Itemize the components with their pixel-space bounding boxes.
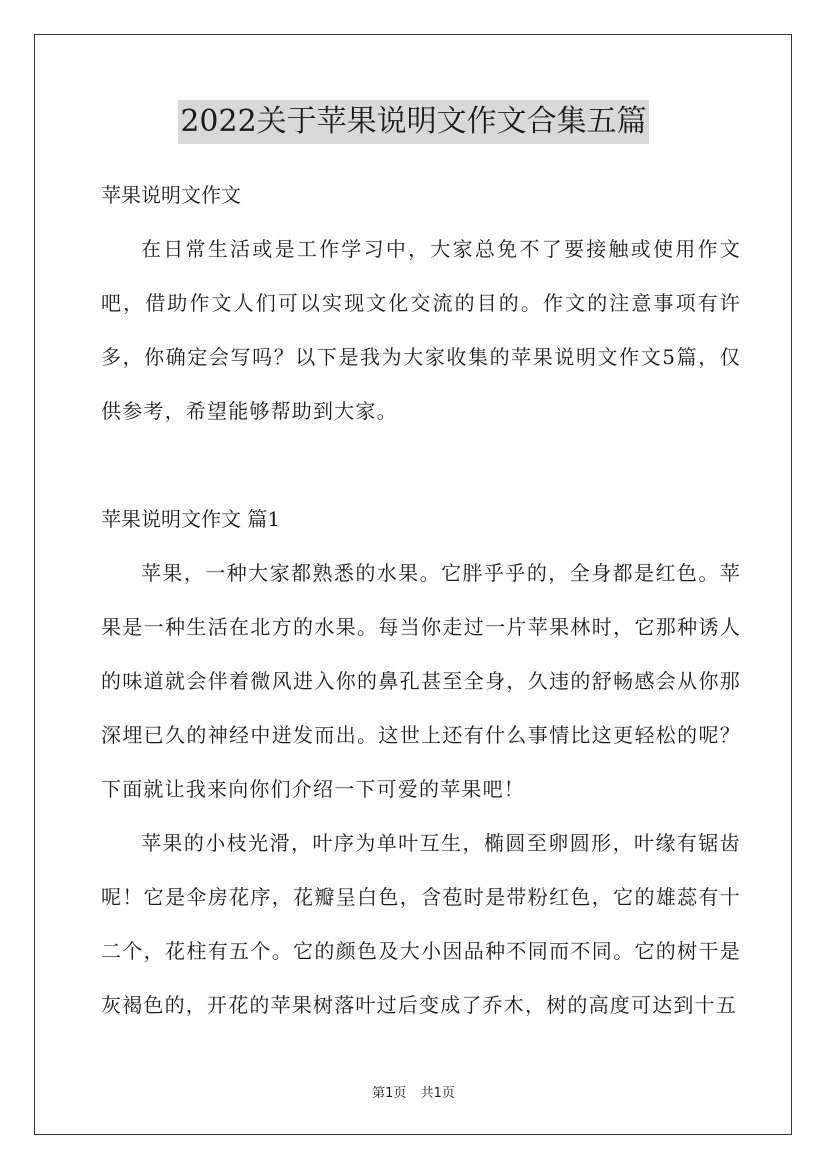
section1-paragraph-2: 苹果的小枝光滑，叶序为单叶互生，椭圆至卵圆形，叶缘有锯齿呢！它是伞房花序，花瓣呈白色，含苞时是带粉红色，它的雄蕊有十二个，花柱有五个。它的颜色及大小因品种不同而不同。它的树干是灰褐色的，开花的苹果树落叶过后变成了乔木，树的高度可达到十五	[101, 831, 741, 1017]
intro-heading: 苹果说明文作文	[101, 183, 241, 207]
page-number: 第1页	[372, 1086, 407, 1101]
section1-heading: 苹果说明文作文 篇1	[101, 507, 281, 531]
document-title: 2022关于苹果说明文作文合集五篇	[178, 100, 648, 144]
section-spacer	[101, 438, 741, 492]
document-body	[101, 168, 741, 1032]
intro-paragraph: 在日常生活或是工作学习中，大家总免不了要接触或使用作文吧，借助作文人们可以实现文化交流的目的。作文的注意事项有许多，你确定会写吗？以下是我为大家收集的苹果说明文作文5篇，仅供参考，希望能够帮助到大家。	[101, 237, 741, 423]
title-container	[0, 100, 827, 144]
page-footer	[0, 1082, 827, 1101]
section1-paragraph-1: 苹果，一种大家都熟悉的水果。它胖乎乎的，全身都是红色。苹果是一种生活在北方的水果。每当你走过一片苹果林时，它那种诱人的味道就会伴着微风进入你的鼻孔甚至全身，久违的舒畅感会从你那深埋已久的神经中迸发而出。这世上还有什么事情比这更轻松的呢？下面就让我来向你们介绍一下可爱的苹果吧！	[101, 561, 741, 801]
page-total: 共1页	[420, 1086, 455, 1101]
